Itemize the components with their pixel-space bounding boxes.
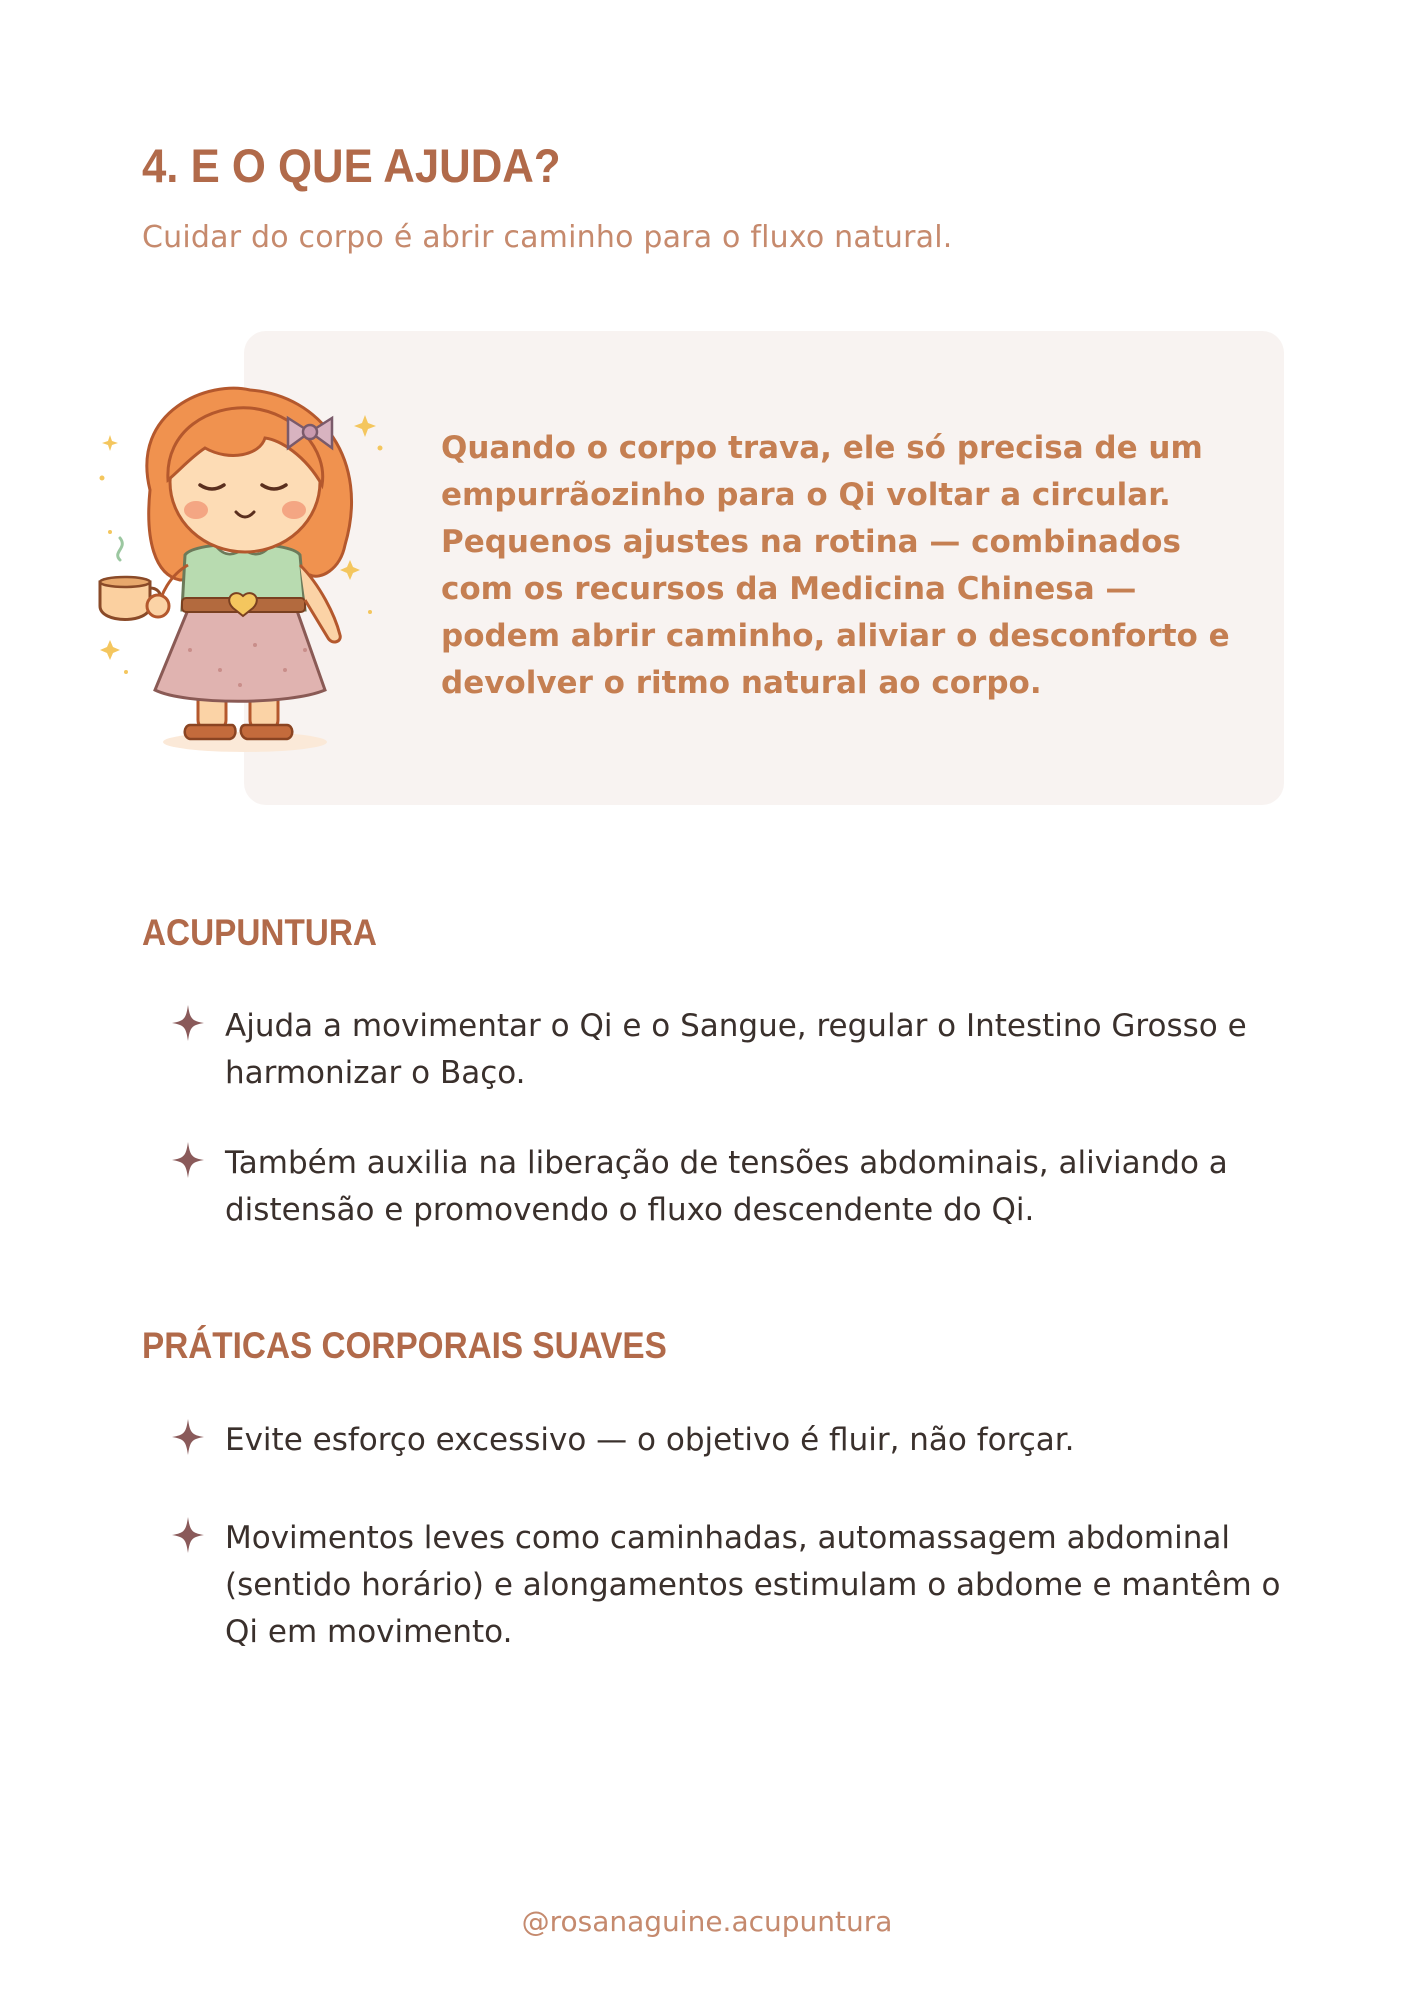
footer-handle: @rosanaguine.acupuntura [521, 1905, 893, 1938]
page-subtitle: Cuidar do corpo é abrir caminho para o fluxo natural. [142, 220, 953, 255]
list-item [170, 1417, 1310, 1464]
list-item [170, 1515, 1310, 1656]
bullet-text: Também auxilia na liberação de tensões abdominais, aliviando a distensão e promovendo o fluxo descendente do Qi. [225, 1145, 1228, 1228]
section-title-acupuntura: ACUPUNTURA [142, 912, 377, 953]
section-title-praticas: PRÁTICAS CORPORAIS SUAVES [142, 1325, 667, 1366]
list-item [170, 1003, 1310, 1097]
girl-with-tea-illustration [90, 370, 390, 755]
four-point-star-icon [170, 1140, 206, 1180]
bullet-text: Evite esforço excessivo — o objetivo é fluir, não forçar. [225, 1422, 1075, 1458]
list-item [170, 1140, 1310, 1234]
callout-text: Quando o corpo trava, ele só precisa de um empurrãozinho para o Qi voltar a circular. Pequenos ajustes na rotina — combinados com os recursos da Medicina Chinesa — podem abrir caminho, aliviar o desconforto e devolver o ritmo natural ao corpo. [441, 430, 1230, 701]
four-point-star-icon [170, 1417, 206, 1457]
bullet-text: Movimentos leves como caminhadas, automassagem abdominal (sentido horário) e alongamentos estimulam o abdome e mantêm o Qi em movimento. [225, 1520, 1281, 1650]
bullet-text: Ajuda a movimentar o Qi e o Sangue, regular o Intestino Grosso e harmonizar o Baço. [225, 1008, 1247, 1091]
page-title: 4. E O QUE AJUDA? [142, 139, 561, 192]
four-point-star-icon [170, 1003, 206, 1043]
four-point-star-icon [170, 1515, 206, 1555]
